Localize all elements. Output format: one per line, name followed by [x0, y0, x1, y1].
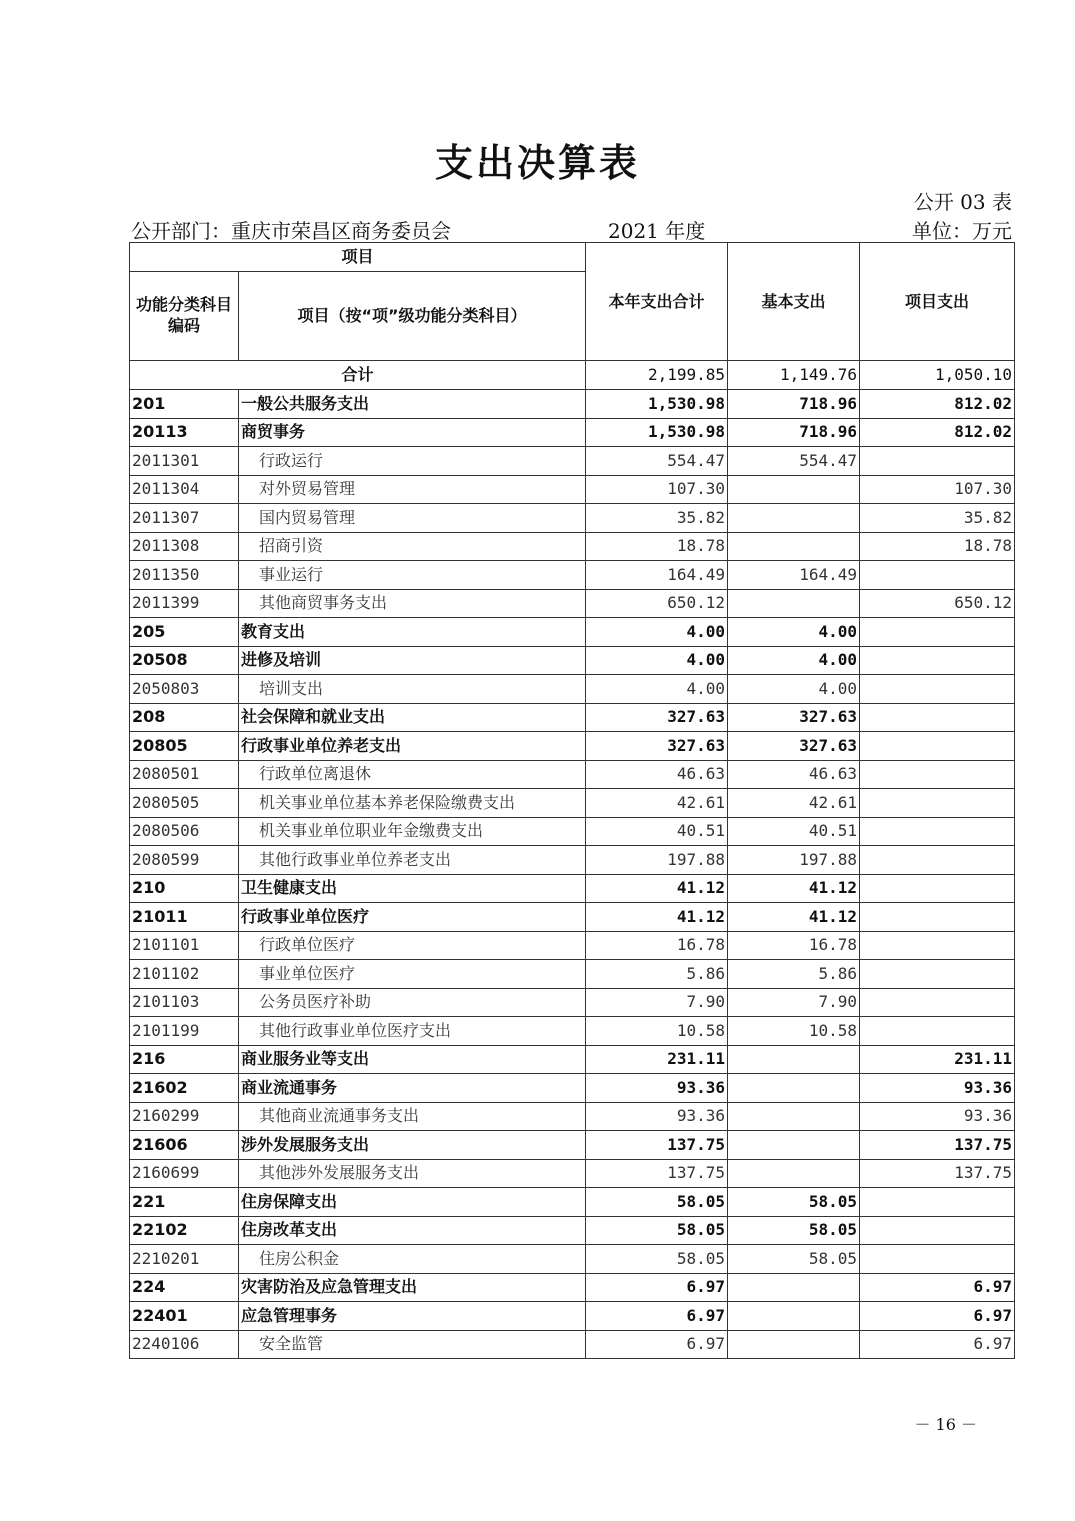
- project-cell: [860, 618, 1015, 647]
- total-cell: 137.75: [586, 1131, 728, 1160]
- account-code-cell: 20805: [130, 732, 239, 761]
- project-cell: 107.30: [860, 475, 1015, 504]
- item-name-cell: 涉外发展服务支出: [239, 1131, 586, 1160]
- item-name-cell: 机关事业单位职业年金缴费支出: [239, 817, 586, 846]
- total-cell: 7.90: [586, 988, 728, 1017]
- project-cell: 35.82: [860, 504, 1015, 533]
- table-row: [130, 1045, 1015, 1074]
- total-cell: 5.86: [586, 960, 728, 989]
- table-row: [130, 504, 1015, 533]
- project-cell: 6.97: [860, 1330, 1015, 1359]
- basic-cell: [728, 504, 860, 533]
- item-name-cell: 教育支出: [239, 618, 586, 647]
- project-cell: 93.36: [860, 1074, 1015, 1103]
- basic-cell: [728, 1102, 860, 1131]
- table-row: [130, 447, 1015, 476]
- total-cell: 554.47: [586, 447, 728, 476]
- total-cell: 40.51: [586, 817, 728, 846]
- account-code-cell: 2011304: [130, 475, 239, 504]
- project-cell: 231.11: [860, 1045, 1015, 1074]
- basic-cell: 554.47: [728, 447, 860, 476]
- table-row: [130, 1074, 1015, 1103]
- total-cell: 18.78: [586, 532, 728, 561]
- item-name-cell: 灾害防治及应急管理支出: [239, 1273, 586, 1302]
- table-row: [130, 846, 1015, 875]
- total-cell: 327.63: [586, 703, 728, 732]
- account-code-cell: 2210201: [130, 1245, 239, 1274]
- page-number: － 16 －: [914, 1415, 977, 1434]
- basic-cell: [728, 1330, 860, 1359]
- item-name-cell: 其他行政事业单位医疗支出: [239, 1017, 586, 1046]
- account-code-cell: 2101102: [130, 960, 239, 989]
- project-cell: 18.78: [860, 532, 1015, 561]
- table-row: [130, 1017, 1015, 1046]
- account-code-cell: 208: [130, 703, 239, 732]
- item-name-cell: 卫生健康支出: [239, 874, 586, 903]
- total-cell: 41.12: [586, 903, 728, 932]
- project-cell: [860, 447, 1015, 476]
- unit-label: 单位：万元: [912, 219, 1012, 243]
- total-cell: 6.97: [586, 1330, 728, 1359]
- table-row: [130, 618, 1015, 647]
- account-code-cell: 2011350: [130, 561, 239, 590]
- project-cell: [860, 1017, 1015, 1046]
- item-name-cell: 商业服务业等支出: [239, 1045, 586, 1074]
- basic-cell: 327.63: [728, 703, 860, 732]
- project-cell: [860, 817, 1015, 846]
- table-row: [130, 931, 1015, 960]
- total-cell: 107.30: [586, 475, 728, 504]
- account-code-cell: 2160299: [130, 1102, 239, 1131]
- account-code-cell: 21606: [130, 1131, 239, 1160]
- table-row: [130, 418, 1015, 447]
- item-name-cell: 国内贸易管理: [239, 504, 586, 533]
- basic-cell: 41.12: [728, 903, 860, 932]
- table-row: [130, 390, 1015, 419]
- item-name-cell: 住房保障支出: [239, 1188, 586, 1217]
- project-cell: 6.97: [860, 1273, 1015, 1302]
- table-row: [130, 874, 1015, 903]
- basic-cell: 327.63: [728, 732, 860, 761]
- total-cell: 164.49: [586, 561, 728, 590]
- item-name-cell: 进修及培训: [239, 646, 586, 675]
- total-cell: 327.63: [586, 732, 728, 761]
- basic-cell: [728, 589, 860, 618]
- project-cell: [860, 846, 1015, 875]
- table-row: [130, 1302, 1015, 1331]
- project-cell: [860, 703, 1015, 732]
- total-cell: 35.82: [586, 504, 728, 533]
- project-cell: [860, 960, 1015, 989]
- header-row-top: [130, 243, 1015, 272]
- total-cell: 4.00: [586, 618, 728, 647]
- item-name-cell: 应急管理事务: [239, 1302, 586, 1331]
- table-row: [130, 1273, 1015, 1302]
- basic-cell: 4.00: [728, 646, 860, 675]
- item-name-cell: 住房公积金: [239, 1245, 586, 1274]
- basic-cell: [728, 1045, 860, 1074]
- account-code-cell: 2080505: [130, 789, 239, 818]
- expenditure-table: [129, 242, 1015, 1359]
- project-cell: 650.12: [860, 589, 1015, 618]
- basic-cell: 58.05: [728, 1245, 860, 1274]
- table-row: [130, 703, 1015, 732]
- total-cell: 93.36: [586, 1074, 728, 1103]
- item-name-cell: 公务员医疗补助: [239, 988, 586, 1017]
- account-code-cell: 22401: [130, 1302, 239, 1331]
- item-name-cell: 安全监管: [239, 1330, 586, 1359]
- item-name-cell: 其他商贸事务支出: [239, 589, 586, 618]
- item-name-cell: 其他商业流通事务支出: [239, 1102, 586, 1131]
- basic-cell: 197.88: [728, 846, 860, 875]
- fiscal-year: 2021 年度: [608, 219, 706, 243]
- project-cell: [860, 760, 1015, 789]
- project-cell: [860, 646, 1015, 675]
- total-cell: 41.12: [586, 874, 728, 903]
- project-cell: [860, 903, 1015, 932]
- item-name-cell: 机关事业单位基本养老保险缴费支出: [239, 789, 586, 818]
- table-row: [130, 475, 1015, 504]
- total-cell: 1,530.98: [586, 390, 728, 419]
- header-total: 本年支出合计: [586, 243, 728, 361]
- page-title: 支出决算表: [434, 140, 640, 185]
- basic-cell: 4.00: [728, 675, 860, 704]
- table-row: [130, 589, 1015, 618]
- account-code-cell: 2011301: [130, 447, 239, 476]
- account-code-cell: 2080506: [130, 817, 239, 846]
- account-code-cell: 2101101: [130, 931, 239, 960]
- item-name-cell: 行政运行: [239, 447, 586, 476]
- project-cell: [860, 732, 1015, 761]
- project-cell: [860, 988, 1015, 1017]
- item-name-cell: 行政事业单位养老支出: [239, 732, 586, 761]
- item-name-cell: 培训支出: [239, 675, 586, 704]
- item-name-cell: 商贸事务: [239, 418, 586, 447]
- total-project: 1,050.10: [860, 361, 1015, 390]
- table-row: [130, 817, 1015, 846]
- total-cell: 58.05: [586, 1188, 728, 1217]
- basic-cell: [728, 1302, 860, 1331]
- project-cell: [860, 1216, 1015, 1245]
- department-label: 公开部门：重庆市荣昌区商务委员会: [131, 219, 451, 243]
- table-row: [130, 988, 1015, 1017]
- form-number: 公开 03 表: [913, 190, 1012, 214]
- item-name-cell: 其他涉外发展服务支出: [239, 1159, 586, 1188]
- table-row: [130, 1188, 1015, 1217]
- table-row: [130, 1216, 1015, 1245]
- total-cell: 10.58: [586, 1017, 728, 1046]
- account-code-cell: 2101103: [130, 988, 239, 1017]
- item-name-cell: 招商引资: [239, 532, 586, 561]
- total-cell: 6.97: [586, 1273, 728, 1302]
- basic-cell: 718.96: [728, 390, 860, 419]
- account-code-cell: 20508: [130, 646, 239, 675]
- account-code-cell: 20113: [130, 418, 239, 447]
- project-cell: 6.97: [860, 1302, 1015, 1331]
- table-row: [130, 903, 1015, 932]
- basic-cell: 4.00: [728, 618, 860, 647]
- basic-cell: [728, 532, 860, 561]
- total-cell: 197.88: [586, 846, 728, 875]
- project-cell: [860, 1188, 1015, 1217]
- item-name-cell: 其他行政事业单位养老支出: [239, 846, 586, 875]
- account-code-cell: 2080599: [130, 846, 239, 875]
- table-row: [130, 561, 1015, 590]
- total-cell: 137.75: [586, 1159, 728, 1188]
- account-code-cell: 201: [130, 390, 239, 419]
- item-name-cell: 一般公共服务支出: [239, 390, 586, 419]
- project-cell: 93.36: [860, 1102, 1015, 1131]
- basic-cell: 41.12: [728, 874, 860, 903]
- account-code-cell: 221: [130, 1188, 239, 1217]
- table-row: [130, 1159, 1015, 1188]
- total-cell: 4.00: [586, 675, 728, 704]
- basic-cell: [728, 1159, 860, 1188]
- table-row: [130, 1245, 1015, 1274]
- project-cell: [860, 1245, 1015, 1274]
- table-row: [130, 760, 1015, 789]
- project-cell: 137.75: [860, 1131, 1015, 1160]
- total-cell: 93.36: [586, 1102, 728, 1131]
- basic-cell: 10.58: [728, 1017, 860, 1046]
- item-name-cell: 行政单位医疗: [239, 931, 586, 960]
- header-project-expenditure: 项目支出: [860, 243, 1015, 361]
- table-row: [130, 646, 1015, 675]
- total-label: 合计: [130, 361, 586, 390]
- table-body: [130, 361, 1015, 1359]
- item-name-cell: 行政事业单位医疗: [239, 903, 586, 932]
- header-code: 功能分类科目编码: [130, 272, 239, 361]
- account-code-cell: 21602: [130, 1074, 239, 1103]
- table-row: [130, 789, 1015, 818]
- project-cell: 812.02: [860, 390, 1015, 419]
- project-cell: [860, 561, 1015, 590]
- total-sum: 2,199.85: [586, 361, 728, 390]
- account-code-cell: 2011308: [130, 532, 239, 561]
- table-row: [130, 1131, 1015, 1160]
- basic-cell: 164.49: [728, 561, 860, 590]
- basic-cell: [728, 1074, 860, 1103]
- item-name-cell: 住房改革支出: [239, 1216, 586, 1245]
- basic-cell: 16.78: [728, 931, 860, 960]
- project-cell: 812.02: [860, 418, 1015, 447]
- account-code-cell: 224: [130, 1273, 239, 1302]
- table-row: [130, 1102, 1015, 1131]
- account-code-cell: 2050803: [130, 675, 239, 704]
- project-cell: 137.75: [860, 1159, 1015, 1188]
- account-code-cell: 22102: [130, 1216, 239, 1245]
- total-cell: 16.78: [586, 931, 728, 960]
- total-cell: 4.00: [586, 646, 728, 675]
- project-cell: [860, 931, 1015, 960]
- basic-cell: 42.61: [728, 789, 860, 818]
- account-code-cell: 205: [130, 618, 239, 647]
- account-code-cell: 2160699: [130, 1159, 239, 1188]
- total-cell: 1,530.98: [586, 418, 728, 447]
- account-code-cell: 2240106: [130, 1330, 239, 1359]
- item-name-cell: 商业流通事务: [239, 1074, 586, 1103]
- item-name-cell: 对外贸易管理: [239, 475, 586, 504]
- item-name-cell: 行政单位离退休: [239, 760, 586, 789]
- project-cell: [860, 874, 1015, 903]
- total-cell: 46.63: [586, 760, 728, 789]
- account-code-cell: 2080501: [130, 760, 239, 789]
- basic-cell: 40.51: [728, 817, 860, 846]
- basic-cell: 718.96: [728, 418, 860, 447]
- header-project: 项目: [130, 243, 586, 272]
- item-name-cell: 事业运行: [239, 561, 586, 590]
- account-code-cell: 2011399: [130, 589, 239, 618]
- total-cell: 58.05: [586, 1216, 728, 1245]
- total-cell: 650.12: [586, 589, 728, 618]
- account-code-cell: 210: [130, 874, 239, 903]
- item-name-cell: 事业单位医疗: [239, 960, 586, 989]
- account-code-cell: 216: [130, 1045, 239, 1074]
- total-cell: 231.11: [586, 1045, 728, 1074]
- basic-cell: [728, 475, 860, 504]
- table-row: [130, 1330, 1015, 1359]
- project-cell: [860, 789, 1015, 818]
- total-basic: 1,149.76: [728, 361, 860, 390]
- account-code-cell: 2101199: [130, 1017, 239, 1046]
- project-cell: [860, 675, 1015, 704]
- header-basic: 基本支出: [728, 243, 860, 361]
- header-item: 项目（按“项”级功能分类科目）: [239, 272, 586, 361]
- table-row: [130, 532, 1015, 561]
- table-row: [130, 960, 1015, 989]
- total-cell: 58.05: [586, 1245, 728, 1274]
- total-cell: 42.61: [586, 789, 728, 818]
- basic-cell: 58.05: [728, 1216, 860, 1245]
- item-name-cell: 社会保障和就业支出: [239, 703, 586, 732]
- basic-cell: [728, 1131, 860, 1160]
- account-code-cell: 21011: [130, 903, 239, 932]
- basic-cell: [728, 1273, 860, 1302]
- total-row: [130, 361, 1015, 390]
- table-row: [130, 675, 1015, 704]
- basic-cell: 5.86: [728, 960, 860, 989]
- basic-cell: 46.63: [728, 760, 860, 789]
- total-cell: 6.97: [586, 1302, 728, 1331]
- account-code-cell: 2011307: [130, 504, 239, 533]
- basic-cell: 7.90: [728, 988, 860, 1017]
- table-row: [130, 732, 1015, 761]
- basic-cell: 58.05: [728, 1188, 860, 1217]
